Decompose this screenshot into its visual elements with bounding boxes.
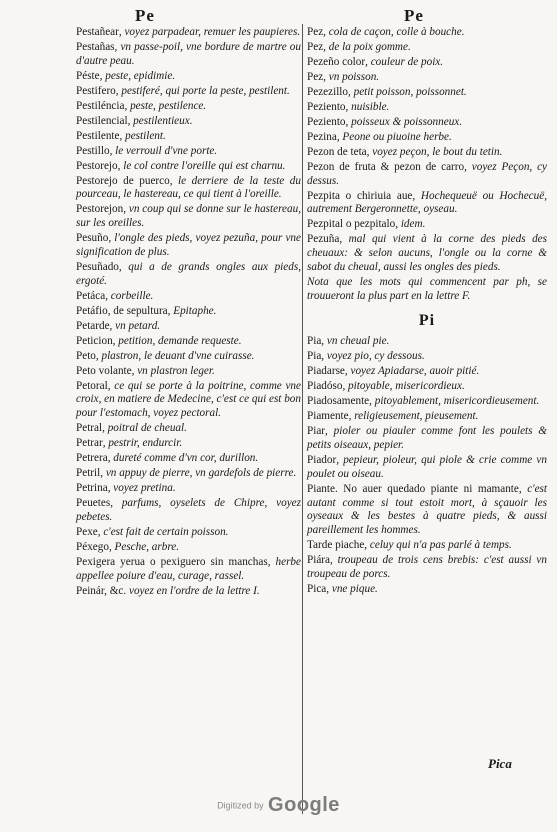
- entry-definition: , le col contre l'oreille qui est charnu.: [117, 159, 286, 172]
- running-head-left: Pe: [135, 6, 155, 25]
- left-column: [76, 26, 301, 600]
- entry-headword: Pezon de teta: [307, 145, 367, 158]
- dictionary-entry: [76, 526, 301, 540]
- dictionary-entry: [307, 41, 547, 55]
- entry-definition: , voyez pretina.: [107, 482, 176, 495]
- entry-headword: Pestilente: [76, 129, 120, 142]
- dictionary-entry: [307, 410, 547, 424]
- google-logo: Google: [268, 794, 340, 816]
- entry-definition: , petit poisson, poissonnet.: [348, 85, 467, 98]
- dictionary-entry: [76, 145, 301, 159]
- dictionary-entry: [307, 539, 547, 553]
- right-column-pi-entries: [307, 335, 547, 596]
- entry-headword: Peziento: [307, 100, 346, 113]
- dictionary-entry: [76, 305, 301, 319]
- dictionary-entry: [76, 482, 301, 496]
- catchword: Pica: [488, 756, 512, 771]
- entry-definition: , vn petard.: [109, 319, 161, 332]
- entry-headword: Pexe: [76, 525, 98, 538]
- entry-definition: , voyez Apiadarse, auoir pitié.: [344, 365, 480, 378]
- dictionary-entry: [307, 554, 547, 582]
- entry-definition: , voyez peçon, le bout du tetin.: [366, 145, 503, 158]
- entry-definition: , Pesche, arbre.: [108, 540, 180, 553]
- entry-headword: Peziento: [307, 115, 346, 128]
- dictionary-entry: [76, 290, 301, 304]
- entry-definition: , vn coup qui se donne sur le hastereau, sur les oreilles.: [76, 203, 301, 230]
- entry-headword: Péxego: [76, 540, 109, 553]
- digitized-by-google-watermark: [0, 794, 557, 817]
- dictionary-entry: [76, 422, 301, 436]
- entry-headword: Piador: [307, 454, 337, 467]
- entry-headword: Pia: [307, 335, 322, 348]
- entry-headword: Piára: [307, 554, 330, 567]
- entry-headword: Pezuña: [307, 233, 340, 246]
- entry-headword: Piadosamente: [307, 395, 370, 408]
- entry-headword: Petáfio, de sepultura: [76, 304, 168, 317]
- entry-headword: Pezezillo: [307, 85, 349, 98]
- entry-headword: Piante. No auer quedado piante ni mamante: [307, 482, 519, 495]
- dictionary-entry: [76, 380, 301, 421]
- dictionary-entry: [76, 541, 301, 555]
- dictionary-entry: [76, 261, 301, 289]
- entry-headword: Pezeño color: [307, 55, 366, 68]
- entry-headword: Piar: [307, 425, 326, 438]
- entry-headword: Piamente: [307, 410, 349, 423]
- entry-headword: Petrar: [76, 437, 103, 450]
- digitized-by-text: Digitized by: [217, 800, 264, 811]
- entry-definition: , le derriere de la teste du pourceau, le hastereau, ce qui tient à l'oreille.: [76, 174, 301, 201]
- entry-definition: , corbeille.: [105, 289, 154, 302]
- entry-definition: , pepieur, pioleur, qui piole & crie comme vn poulet ou oiseau.: [307, 454, 547, 480]
- dictionary-entry: [307, 71, 547, 85]
- entry-definition: , Epitaphe.: [167, 304, 217, 317]
- entry-definition: , c'est fait de certain poisson.: [97, 525, 229, 538]
- entry-headword: Petoral: [76, 379, 108, 392]
- entry-definition: , vn cheual pie.: [321, 335, 390, 348]
- entry-definition: , vn passe-poil, vne bordure de martre ou d'autre peau.: [76, 40, 301, 67]
- dictionary-entry: [307, 425, 547, 453]
- entry-headword: Peinár, &c.: [76, 584, 127, 597]
- entry-headword: Pestorejon: [76, 203, 124, 216]
- entry-headword: Pestorejo: [76, 159, 118, 172]
- dictionary-entry: [76, 556, 301, 584]
- entry-definition: Nota que les mots qui commencent par ph, se trouueront la plus part en la lettre F.: [307, 275, 547, 302]
- entry-headword: Petrera: [76, 452, 108, 465]
- dictionary-entry: [76, 232, 301, 260]
- dictionary-entry: [307, 365, 547, 379]
- entry-definition: , voyez Peçon, cy dessus.: [307, 160, 547, 187]
- dictionary-entry: [307, 218, 547, 232]
- dictionary-entry: [307, 161, 547, 189]
- entry-headword: Pezpita o chiriuia aue: [307, 189, 413, 202]
- dictionary-entry: [307, 131, 547, 145]
- entry-headword: Peuetes: [76, 497, 111, 510]
- entry-headword: Pez: [307, 40, 324, 53]
- entry-definition: , Hochequeuë ou Hochecuë, autrement Bergeronnette, oyseau.: [307, 189, 548, 216]
- entry-definition: voyez en l'ordre de la lettre I.: [126, 584, 260, 597]
- entry-headword: Piadarse: [307, 365, 345, 378]
- dictionary-entry: [307, 350, 547, 364]
- entry-headword: Pestilencial: [76, 114, 128, 127]
- entry-headword: Pesuñado: [76, 261, 119, 273]
- right-column-pe-entries: [307, 26, 547, 304]
- section-heading-pi: Pi: [418, 311, 436, 329]
- dictionary-entry: [76, 26, 301, 40]
- entry-definition: , pestilent.: [119, 129, 166, 142]
- entry-headword: Petral: [76, 422, 103, 435]
- entry-definition: , pitoyablement, misericordieusement.: [369, 395, 540, 408]
- entry-headword: Petáca: [76, 289, 106, 302]
- entry-headword: Pezon de fruta & pezon de carro: [307, 160, 465, 173]
- dictionary-entry: [307, 26, 547, 40]
- entry-headword: Pez: [307, 70, 324, 83]
- dictionary-entry: [76, 467, 301, 481]
- entry-headword: Pestifero: [76, 84, 116, 97]
- entry-definition: , voyez parpadear, remuer les paupieres.: [118, 26, 301, 38]
- entry-definition: , dureté comme d'vn cor, durillon.: [107, 452, 259, 465]
- entry-definition: , Peone ou piuoine herbe.: [336, 130, 452, 143]
- entry-headword: Pexigera yerua o pexiguero sin manchas: [76, 555, 268, 568]
- entry-definition: , pestrir, endurcir.: [102, 437, 183, 450]
- entry-definition: , poitral de cheual.: [102, 422, 187, 435]
- dictionary-entry: [76, 203, 301, 231]
- entry-definition: , troupeau de trois cens brebis: c'est aussi vn troupeau de porcs.: [307, 554, 547, 580]
- dictionary-entry: [76, 160, 301, 174]
- entry-headword: Pestañas: [76, 40, 115, 53]
- dictionary-entry: [307, 380, 547, 394]
- right-column: [307, 26, 547, 598]
- entry-definition: , nuisible.: [345, 100, 390, 113]
- entry-definition: , de la poix gomme.: [323, 40, 411, 53]
- dictionary-entry: [307, 190, 547, 218]
- entry-definition: , vn appuy de pierre, vn gardefols de pierre.: [100, 467, 297, 480]
- dictionary-entry: [76, 335, 301, 349]
- entry-headword: Pestiléncia: [76, 99, 125, 112]
- dictionary-entry: [307, 483, 547, 538]
- column-divider: [302, 24, 303, 814]
- entry-definition: , pitoyable, misericordieux.: [342, 380, 465, 393]
- entry-definition: , couleur de poix.: [365, 55, 444, 68]
- dictionary-entry: [76, 100, 301, 114]
- dictionary-entry: [76, 365, 301, 379]
- dictionary-entry: [307, 395, 547, 409]
- entry-definition: , peste, epidimie.: [99, 69, 176, 82]
- dictionary-entry: [76, 115, 301, 129]
- dictionary-entry: [76, 320, 301, 334]
- entry-definition: , vn plastron leger.: [131, 364, 215, 377]
- dictionary-entry: [307, 233, 547, 274]
- entry-definition: , l'ongle des pieds, voyez pezuña, pour vne signification de plus.: [76, 232, 301, 259]
- entry-definition: , idem.: [395, 218, 426, 231]
- dictionary-entry: [76, 41, 301, 69]
- dictionary-entry: [307, 583, 547, 597]
- dictionary-entry: [307, 116, 547, 130]
- running-head-right: Pe: [404, 6, 424, 25]
- dictionary-entry: [307, 56, 547, 70]
- entry-headword: Petrina: [76, 482, 108, 495]
- dictionary-entry: [76, 437, 301, 451]
- entry-headword: Peto: [76, 349, 96, 362]
- entry-definition: , petition, demande requeste.: [112, 334, 242, 347]
- entry-headword: Petril: [76, 467, 101, 480]
- entry-definition: , voyez pio, cy dessous.: [321, 350, 425, 363]
- entry-definition: , c'est autant comme si tout estoit mort, à sçauoir les oyseaux & les bestes à quatre pieds, & aussi pareillement les hommes.: [307, 482, 547, 537]
- dictionary-entry: [76, 452, 301, 466]
- dictionary-entry: [307, 146, 547, 160]
- dictionary-entry: [76, 175, 301, 203]
- entry-definition: , herbe appellee poiure d'eau, curage, rassel.: [76, 555, 301, 582]
- entry-definition: , celuy qui n'a pas parlé à temps.: [364, 539, 512, 552]
- entry-definition: , religieusement, pieusement.: [348, 410, 479, 423]
- entry-definition: , mal qui vient à la corne des pieds des cheuaux: & selon aucuns, l'ongle ou la corne & sabot du cheual, aussi les ongles des pieds.: [307, 233, 547, 273]
- entry-definition: , plastron, le deuant d'vne cuirasse.: [95, 349, 255, 362]
- dictionary-entry: [307, 86, 547, 100]
- dictionary-entry: [76, 497, 301, 525]
- entry-definition: , parfums, oyselets de Chipre, voyez pebetes.: [76, 497, 301, 523]
- entry-headword: Pestañear: [76, 26, 119, 38]
- entry-definition: , cola de caçon, colle à bouche.: [323, 26, 465, 38]
- entry-definition: , pestiferé, qui porte la peste, pestilent.: [115, 84, 290, 97]
- entry-headword: Péste: [76, 69, 100, 82]
- entry-headword: Pesuño: [76, 232, 109, 245]
- dictionary-entry: [76, 130, 301, 144]
- entry-definition: , vn poisson.: [323, 70, 380, 83]
- entry-definition: , le verrouil d'vne porte.: [109, 144, 218, 157]
- entry-headword: Peto volante: [76, 364, 132, 377]
- entry-headword: Piadóso: [307, 380, 343, 393]
- entry-headword: Pez: [307, 26, 324, 38]
- entry-headword: Tarde piache: [307, 539, 365, 552]
- entry-headword: Pezpital o pezpitalo: [307, 218, 396, 231]
- dictionary-entry: [76, 585, 301, 599]
- dictionary-entry: [307, 454, 547, 482]
- entry-headword: Pica: [307, 582, 327, 595]
- entry-definition: , vne pique.: [326, 582, 378, 595]
- entry-definition: , pioler ou piauler comme font les poulets & petits oiseaux, pepier.: [307, 425, 547, 452]
- entry-headword: Pestillo: [76, 144, 110, 157]
- entry-definition: , peste, pestilence.: [124, 99, 207, 112]
- entry-definition: , poisseux & poissonneux.: [345, 115, 463, 128]
- entry-headword: Peticion: [76, 334, 113, 347]
- dictionary-entry: [307, 335, 547, 349]
- entry-headword: Pestorejo de puerco: [76, 174, 170, 187]
- dictionary-entry: [76, 70, 301, 84]
- entry-headword: Petarde: [76, 319, 110, 332]
- dictionary-entry: [307, 101, 547, 115]
- dictionary-entry: [76, 350, 301, 364]
- entry-headword: Pia: [307, 350, 322, 363]
- entry-headword: Pezina: [307, 130, 337, 143]
- entry-definition: , ce qui se porte à la poitrine, comme vne croix, en matiere de Medecine, c'est ce qui est bon pour l'estomach, voyez pectoral.: [76, 379, 301, 420]
- entry-definition: , qui a de grands ongles aux pieds, ergoté.: [76, 261, 301, 287]
- entry-definition: , pestilentieux.: [127, 114, 193, 127]
- dictionary-entry: [76, 85, 301, 99]
- dictionary-entry: [307, 276, 547, 304]
